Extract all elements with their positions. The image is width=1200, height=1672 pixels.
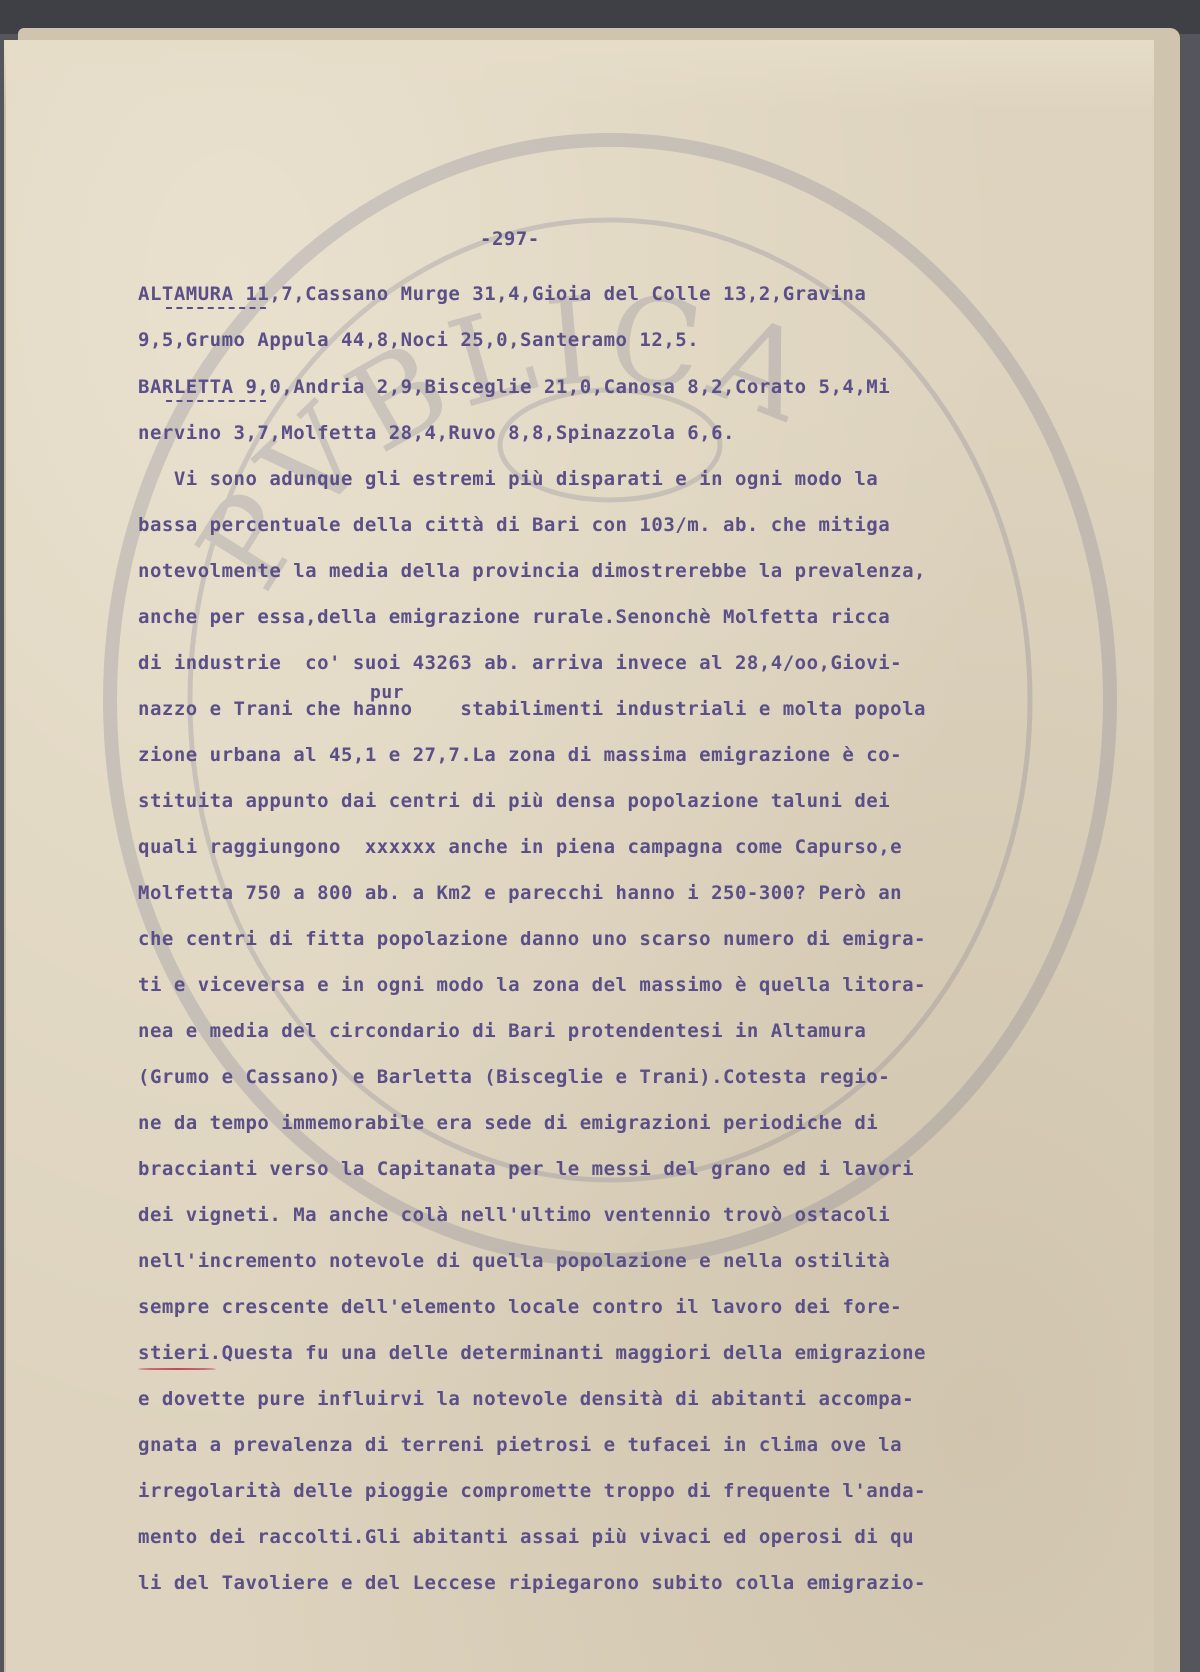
text-line: bassa percentuale della città di Bari con 103/m. ab. che mitiga	[138, 514, 891, 536]
text-line: stieri.Questa fu una delle determinanti maggiori della emigrazione	[138, 1342, 926, 1364]
text-line: di industrie co' suoi 43263 ab. arriva invece al 28,4/oo,Giovi-	[138, 652, 903, 674]
text-line: nea e media del circondario di Bari protendentesi in Altamura	[138, 1020, 867, 1042]
page-number: -297-	[480, 228, 540, 250]
text-line: nervino 3,7,Molfetta 28,4,Ruvo 8,8,Spinazzola 6,6.	[138, 422, 735, 444]
text-line: ti e viceversa e in ogni modo la zona del massimo è quella litora-	[138, 974, 926, 996]
text-line: nazzo e Trani che hanno stabilimenti industriali e molta popola	[138, 698, 926, 720]
text-line: anche per essa,della emigrazione rurale.Senonchè Molfetta ricca	[138, 606, 891, 628]
text-line: ALTAMURA 11,7,Cassano Murge 31,4,Gioia del Colle 13,2,Gravina	[138, 283, 867, 305]
text-line: e dovette pure influirvi la notevole densità di abitanti accompa-	[138, 1388, 915, 1410]
text-line: ne da tempo immemorabile era sede di emigrazioni periodiche di	[138, 1112, 879, 1134]
text-line: zione urbana al 45,1 e 27,7.La zona di massima emigrazione è co-	[138, 744, 903, 766]
text-line: BARLETTA 9,0,Andria 2,9,Bisceglie 21,0,Canosa 8,2,Corato 5,4,Mi	[138, 376, 891, 398]
page-fold-shading	[4, 40, 1154, 110]
text-line: quali raggiungono xxxxxx anche in piena campagna come Capurso,e	[138, 836, 903, 858]
text-line: mento dei raccolti.Gli abitanti assai più vivaci ed operosi di qu	[138, 1526, 915, 1548]
text-line: sempre crescente dell'elemento locale contro il lavoro dei fore-	[138, 1296, 903, 1318]
text-line: irregolarità delle pioggie compromette troppo di frequente l'anda-	[138, 1480, 926, 1502]
text-line: gnata a prevalenza di terreni pietrosi e tufacei in clima ove la	[138, 1434, 903, 1456]
text-line: 9,5,Grumo Appula 44,8,Noci 25,0,Santeramo 12,5.	[138, 329, 700, 351]
text-line: li del Tavoliere e del Leccese ripiegarono subito colla emigrazio-	[138, 1572, 926, 1594]
text-line: dei vigneti. Ma anche colà nell'ultimo ventennio trovò ostacoli	[138, 1204, 891, 1226]
interlinear-insertion: pur	[370, 682, 405, 703]
barletta-underline	[166, 400, 266, 402]
text-line: Molfetta 750 a 800 ab. a Km2 e parecchi hanno i 250-300? Però an	[138, 882, 903, 904]
text-line: che centri di fitta popolazione danno uno scarso numero di emigra-	[138, 928, 926, 950]
seal-lettering: PVBLICA	[171, 269, 833, 613]
altamura-underline	[166, 307, 266, 309]
text-line: Vi sono adunque gli estremi più disparati e in ogni modo la	[138, 468, 879, 490]
text-line: (Grumo e Cassano) e Barletta (Bisceglie e Trani).Cotesta regio-	[138, 1066, 891, 1088]
red-pencil-underline	[138, 1368, 216, 1370]
text-line: notevolmente la media della provincia dimostrerebbe la prevalenza,	[138, 560, 926, 582]
text-line: stituita appunto dai centri di più densa popolazione taluni dei	[138, 790, 891, 812]
text-line: nell'incremento notevole di quella popolazione e nella ostilità	[138, 1250, 891, 1272]
text-line: braccianti verso la Capitanata per le messi del grano ed i lavori	[138, 1158, 915, 1180]
